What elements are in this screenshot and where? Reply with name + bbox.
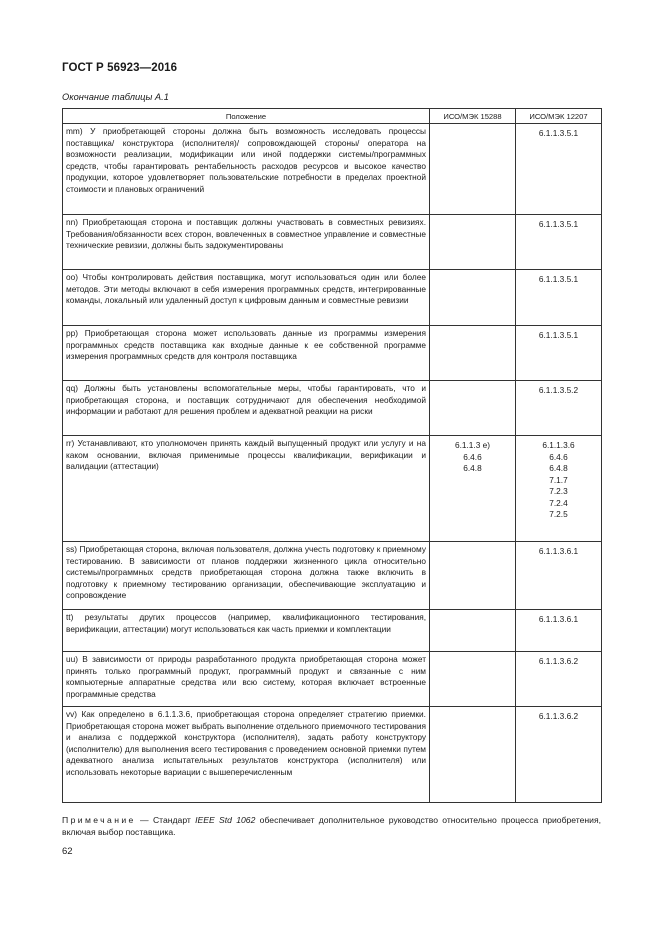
- table-body: [63, 124, 602, 803]
- clause-reference: 6.1.1.3.6.2: [538, 711, 579, 721]
- clause-reference: 7.2.4: [549, 497, 568, 508]
- clause-reference: 6.4.8: [463, 463, 482, 473]
- requirements-table: [62, 108, 602, 803]
- note-label: Примечание: [62, 815, 136, 825]
- clause-reference: 6.4.6: [549, 451, 568, 462]
- page-number: 62: [62, 846, 73, 857]
- iso-15288-ref-cell: [430, 652, 516, 707]
- clause-reference: 6.1.1.3.5.1: [538, 330, 579, 340]
- provision-cell: oo) Чтобы контролировать действия поставщика, могут использоваться один или более методов. Эти методы включают в себя измерения программных средств, интегрированные команды, локальный или удаленный доступ к цифровым данным и совместные ревизии: [63, 270, 430, 326]
- table-row: [63, 652, 602, 707]
- clause-reference: 6.1.1.3.6: [542, 440, 575, 450]
- clause-reference: 6.1.1.3.5.1: [538, 274, 579, 284]
- provision-cell: mm) У приобретающей стороны должна быть возможность исследовать процессы поставщика/ конструктора (исполнителя)/ сопровождающей стороны/ оператора на возможности реализации, модификации или иной поддержки системы/программных средств, чтобы гарантировать рентабельность расходов ресурсов и высокое качество продукции, которое удовлетворяет пользовательские потребности в пределах проектной стоимости и плановых ограничений: [63, 124, 430, 215]
- iso-15288-ref-cell: [430, 124, 516, 215]
- document-title: ГОСТ Р 56923—2016: [62, 62, 178, 74]
- iso-12207-ref-cell: [516, 610, 602, 652]
- provision-cell: uu) В зависимости от природы разработанного продукта приобретающая сторона может принять только программный продукт, программный продукт и связанные с ним компьютерные аппаратные средства или всю систему, которая включает встроенные программные средства: [63, 652, 430, 707]
- iso-12207-ref-cell: [516, 381, 602, 436]
- table-row: [63, 270, 602, 326]
- provision-cell: ss) Приобретающая сторона, включая пользователя, должна учесть подготовку к приемному тестированию. В зависимости от планов поддержки жизненного цикла относительно системы/программных средств приобретающая сторона должна также включить в подготовку к приемному тестированию организации, обеспечивающие эксплуатацию и сопровождение: [63, 542, 430, 610]
- clause-reference: 6.1.1.3.5.2: [538, 385, 579, 395]
- iso-15288-ref-cell: [430, 707, 516, 803]
- table-caption: Окончание таблицы А.1: [62, 92, 169, 102]
- clause-reference: 6.1.1.3.6.1: [538, 614, 579, 624]
- note-standard-reference: IEEE Std 1062: [195, 815, 256, 825]
- table-row: [63, 326, 602, 381]
- provision-cell: qq) Должны быть установлены вспомогательные меры, чтобы гарантировать, что и приобретающая сторона, и поставщик сотрудничают для обеспечения необходимой информации и работают для решения проблем и адекватной реакции на риски: [63, 381, 430, 436]
- provision-cell: pp) Приобретающая сторона может использовать данные из программы измерения программных средств поставщика как входные данные к ее собственной программе измерения программных средств для контроля поставщика: [63, 326, 430, 381]
- clause-reference: 6.4.6: [463, 451, 482, 462]
- column-header-provision: Положение: [63, 109, 430, 124]
- clause-reference: 7.1.7: [549, 474, 568, 485]
- iso-12207-ref-cell: [516, 436, 602, 542]
- table-row: [63, 610, 602, 652]
- note-dash: —: [135, 815, 153, 825]
- table-row: [63, 215, 602, 270]
- iso-15288-ref-cell: [430, 215, 516, 270]
- clause-reference: 7.2.3: [549, 486, 568, 496]
- table-row: [63, 542, 602, 610]
- iso-15288-ref-cell: [430, 381, 516, 436]
- clause-reference: 6.1.1.3 e): [454, 440, 491, 450]
- clause-reference: 6.1.1.3.5.1: [538, 219, 579, 229]
- note-text-after: обеспечивает дополнительное руководство относительно процесса приобретения, включая выбор поставщика.: [62, 815, 601, 837]
- iso-15288-ref-cell: [430, 542, 516, 610]
- table-row: [63, 707, 602, 803]
- table-row: [63, 124, 602, 215]
- iso-12207-ref-cell: [516, 652, 602, 707]
- iso-12207-ref-cell: [516, 707, 602, 803]
- column-header-iso-15288: ИСО/МЭК 15288: [430, 109, 516, 124]
- note-text-before: Стандарт: [152, 815, 196, 825]
- clause-reference: 6.1.1.3.6.1: [538, 546, 579, 556]
- table-row: [63, 381, 602, 436]
- iso-15288-ref-cell: [430, 270, 516, 326]
- table-header-row: [63, 109, 602, 124]
- clause-reference: 6.4.8: [549, 463, 568, 473]
- provision-cell: rr) Устанавливают, кто уполномочен принять каждый выпущенный продукт или услугу и на каком основании, включая применимые процессы квалификации, верификации и валидации (аттестации): [63, 436, 430, 542]
- iso-12207-ref-cell: [516, 270, 602, 326]
- column-header-iso-12207: ИСО/МЭК 12207: [516, 109, 602, 124]
- iso-15288-ref-cell: [430, 610, 516, 652]
- iso-12207-ref-cell: [516, 326, 602, 381]
- clause-reference: 6.1.1.3.6.2: [538, 656, 579, 666]
- iso-12207-ref-cell: [516, 542, 602, 610]
- iso-15288-ref-cell: [430, 436, 516, 542]
- table-note: [62, 814, 601, 838]
- provision-cell: vv) Как определено в 6.1.1.3.6, приобретающая сторона определяет стратегию приемки. Приобретающая сторона может выбрать выполнение отдельного приемочного тестирования и анализа с поддержкой конструктора (исполнителя), задать работу конструктору (исполнителю) для выполнения всего тестирования с проведением основной приемки путем адекватного анализа испытательных результатов конструктора (исполнителя) или использовать некоторые вариации с вышеперечисленным: [63, 707, 430, 803]
- clause-reference: 7.2.5: [549, 509, 568, 519]
- table-row: [63, 436, 602, 542]
- provision-cell: nn) Приобретающая сторона и поставщик должны участвовать в совместных ревизиях. Требования/обязанности всех сторон, вовлеченных в совместное управление и совместные технические ревизии, должны быть задокументированы: [63, 215, 430, 270]
- iso-15288-ref-cell: [430, 326, 516, 381]
- iso-12207-ref-cell: [516, 124, 602, 215]
- provision-cell: tt) результаты других процессов (например, квалификационного тестирования, верификации, аттестации) могут использоваться как часть приемки и комплектации: [63, 610, 430, 652]
- clause-reference: 6.1.1.3.5.1: [538, 128, 579, 138]
- iso-12207-ref-cell: [516, 215, 602, 270]
